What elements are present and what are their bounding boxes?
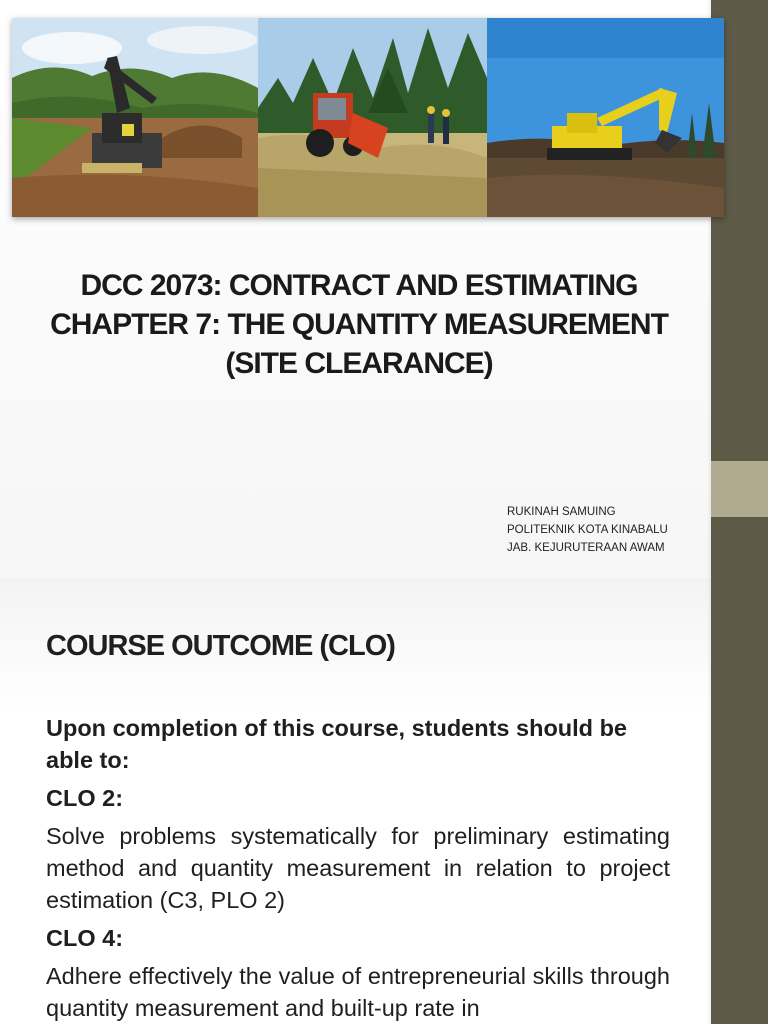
title-line-chapter: CHAPTER 7: THE QUANTITY MEASUREMENT xyxy=(50,308,668,341)
slide-sidebar xyxy=(711,578,768,1024)
photo-yellow-excavator xyxy=(487,18,724,217)
photo-strip xyxy=(12,18,724,217)
author-institution: POLITEKNIK KOTA KINABALU xyxy=(507,524,668,536)
clo-2-label: CLO 2: xyxy=(46,785,124,811)
clo-4-text: Adhere effectively the value of entrepreneurial skills through quantity measurement and built-up rate in xyxy=(46,963,670,1021)
clo-2-text: Solve problems systematically for preliminary estimating method and quantity measurement in relation to project estimation (C3, PLO 2) xyxy=(46,823,670,913)
slide-heading: COURSE OUTCOME (CLO) xyxy=(46,630,395,662)
photo-excavator-grading xyxy=(12,18,258,217)
intro-text: Upon completion of this course, students should be able to: xyxy=(46,715,627,773)
clo-content xyxy=(46,712,670,1024)
sidebar-accent-block xyxy=(711,461,768,517)
title-line-course: DCC 2073: CONTRACT AND ESTIMATING xyxy=(80,269,638,302)
title-line-topic: (SITE CLEARANCE) xyxy=(225,347,493,380)
photo-tractor-mulcher xyxy=(258,18,487,217)
author-name: RUKINAH SAMUING xyxy=(507,506,616,518)
author-department: JAB. KEJURUTERAAN AWAM xyxy=(507,542,665,554)
slide-title xyxy=(0,266,718,383)
author-info xyxy=(507,503,668,557)
course-outcome-slide xyxy=(0,578,768,1024)
clo-4-label: CLO 4: xyxy=(46,925,124,951)
sidebar-shadow xyxy=(707,578,711,1024)
